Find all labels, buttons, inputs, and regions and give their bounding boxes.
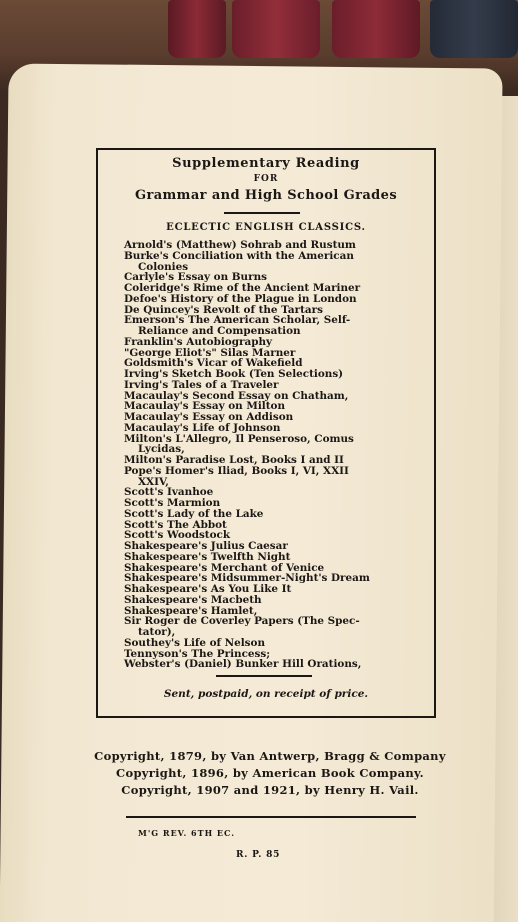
book-spine bbox=[232, 0, 320, 58]
list-item: Shakespeare's Julius Caesar bbox=[124, 540, 288, 552]
list-item: Shakespeare's Merchant of Venice bbox=[124, 561, 325, 574]
print-number: R. P. 85 bbox=[236, 850, 281, 860]
list-item: Coleridge's Rime of the Ancient Mariner bbox=[124, 282, 361, 294]
list-item: Shakespeare's Macbeth bbox=[124, 593, 262, 606]
list-item: Irving's Sketch Book (Ten Selections) bbox=[124, 368, 344, 380]
list-item: Scott's Woodstock bbox=[124, 529, 231, 542]
divider bbox=[126, 816, 416, 818]
list-item: tator), bbox=[138, 626, 176, 638]
list-item: Webster's (Daniel) Bunker Hill Orations, bbox=[124, 658, 362, 671]
list-item: Reliance and Compensation bbox=[138, 325, 301, 337]
list-item: Shakespeare's Hamlet, bbox=[124, 604, 258, 617]
box-heading-for: FOR bbox=[253, 174, 279, 184]
list-item: Carlyle's Essay on Burns bbox=[124, 271, 267, 284]
book-spine bbox=[332, 0, 420, 58]
list-item: Arnold's (Matthew) Sohrab and Rustum bbox=[124, 239, 356, 251]
series-title: ECLECTIC ENGLISH CLASSICS. bbox=[166, 222, 366, 233]
list-item: Macaulay's Life of Johnson bbox=[124, 421, 281, 434]
list-item: Macaulay's Essay on Milton bbox=[124, 400, 286, 413]
list-item: Milton's Paradise Lost, Books I and II bbox=[124, 454, 344, 466]
list-item: Irving's Tales of a Traveler bbox=[124, 378, 279, 391]
list-item: Scott's Marmion bbox=[124, 497, 221, 509]
advertisement-box bbox=[96, 148, 436, 718]
list-item: Shakespeare's As You Like It bbox=[124, 583, 292, 595]
copyright-line: Copyright, 1879, by Van Antwerp, Bragg & Company bbox=[94, 749, 446, 763]
order-note: Sent, postpaid, on receipt of price. bbox=[163, 688, 369, 700]
list-item: Franklin's Autobiography bbox=[124, 335, 273, 348]
list-item: Emerson's The American Scholar, Self- bbox=[124, 314, 351, 327]
list-item: Scott's Lady of the Lake bbox=[124, 507, 264, 520]
list-item: Scott's Ivanhoe bbox=[124, 486, 214, 499]
list-item: Defoe's History of the Plague in London bbox=[124, 292, 357, 305]
book-spine bbox=[430, 0, 518, 58]
printer-code: M'G REV. 6TH EC. bbox=[138, 828, 236, 838]
list-item: Burke's Conciliation with the American bbox=[124, 249, 354, 262]
list-item: "George Eliot's" Silas Marner bbox=[124, 346, 296, 359]
book-spine bbox=[168, 0, 226, 58]
list-item: Sir Roger de Coverley Papers (The Spec- bbox=[124, 615, 360, 628]
divider bbox=[216, 675, 312, 677]
list-item: Macaulay's Second Essay on Chatham, bbox=[124, 389, 349, 402]
list-item: De Quincey's Revolt of the Tartars bbox=[124, 303, 323, 316]
box-subheading: Grammar and High School Grades bbox=[134, 188, 398, 203]
list-item: Scott's The Abbot bbox=[124, 518, 227, 531]
list-item: XXIV, bbox=[138, 475, 169, 488]
list-item: Tennyson's The Princess; bbox=[124, 647, 271, 660]
list-item: Macaulay's Essay on Addison bbox=[124, 411, 294, 423]
list-item: Colonies bbox=[138, 260, 189, 273]
list-item: Pope's Homer's Iliad, Books I, VI, XXII bbox=[124, 464, 349, 477]
list-item: Shakespeare's Twelfth Night bbox=[124, 550, 291, 563]
copyright-block bbox=[70, 748, 470, 799]
divider bbox=[224, 212, 300, 214]
list-item: Milton's L'Allegro, Il Penseroso, Comus bbox=[124, 432, 354, 445]
box-heading: Supplementary Reading bbox=[172, 156, 360, 171]
list-item: Southey's Life of Nelson bbox=[124, 636, 265, 649]
list-item: Lycidas, bbox=[138, 443, 185, 456]
list-item: Shakespeare's Midsummer-Night's Dream bbox=[124, 572, 370, 585]
copyright-line: Copyright, 1896, by American Book Company. bbox=[116, 766, 424, 780]
copyright-line: Copyright, 1907 and 1921, by Henry H. Vail. bbox=[121, 783, 419, 797]
list-item: Goldsmith's Vicar of Wakefield bbox=[124, 357, 303, 370]
title-list bbox=[124, 240, 429, 670]
